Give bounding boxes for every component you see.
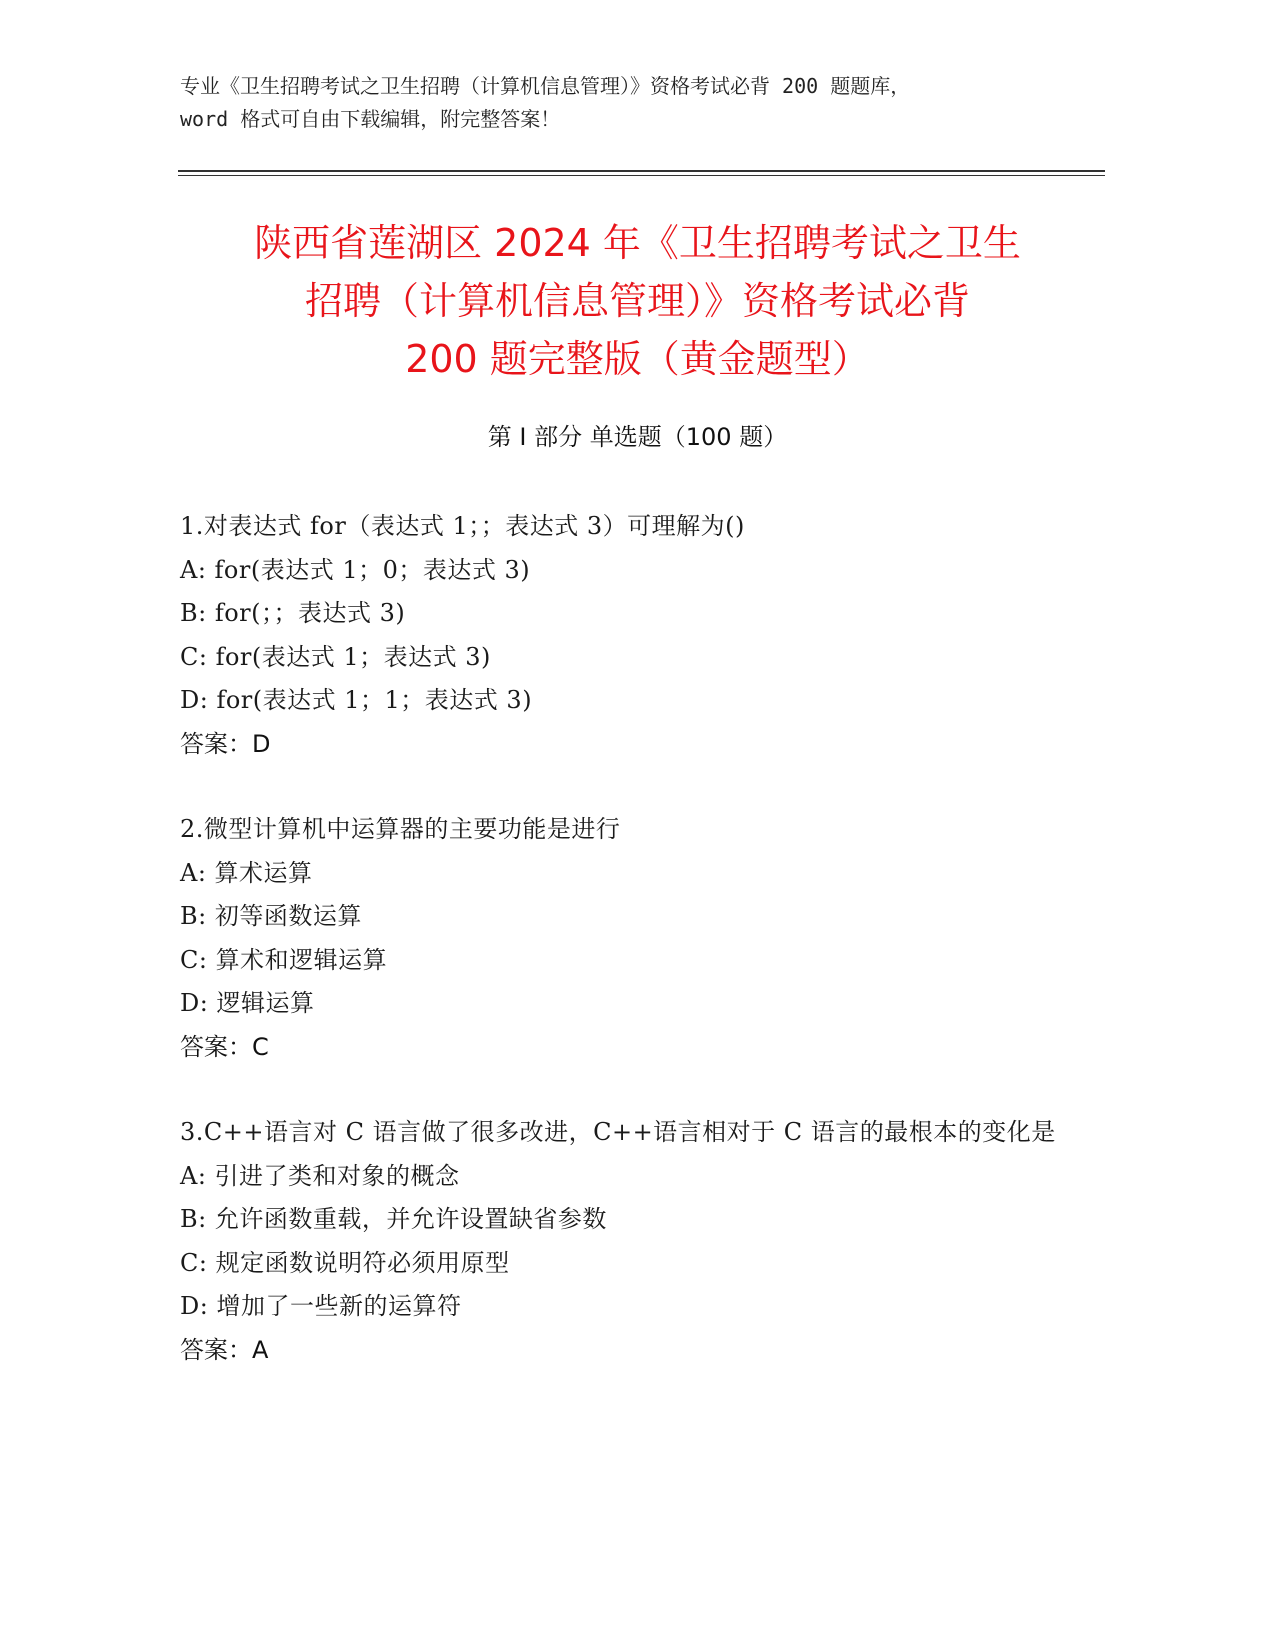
option-d: D: 逻辑运算 xyxy=(180,989,315,1017)
header-note-line-1: 专业《卫生招聘考试之卫生招聘（计算机信息管理）》资格考试必背 200 题题库， xyxy=(180,74,911,98)
option-b: B: 初等函数运算 xyxy=(180,902,362,930)
section-heading: 第 I 部分 单选题（100 题） xyxy=(487,423,788,451)
option-c: C: 规定函数说明符必须用原型 xyxy=(180,1248,510,1277)
question-2 xyxy=(180,808,1060,1069)
option-c: C: 算术和逻辑运算 xyxy=(180,945,388,974)
option-c: C: for(表达式 1；表达式 3) xyxy=(180,642,491,671)
header-divider-thin xyxy=(178,175,1105,176)
option-d: D: for(表达式 1；1；表达式 3) xyxy=(180,686,533,714)
header-divider-thick xyxy=(178,170,1105,172)
option-b: B: for(；；表达式 3) xyxy=(180,599,406,627)
option-b: B: 允许函数重载，并允许设置缺省参数 xyxy=(180,1205,607,1233)
header-note-line-2: word 格式可自由下载编辑，附完整答案！ xyxy=(180,107,561,131)
option-a: A: 引进了类和对象的概念 xyxy=(180,1161,460,1190)
document-title xyxy=(170,214,1105,388)
answer-line: 答案：D xyxy=(180,729,271,758)
option-a: A: for(表达式 1；0；表达式 3) xyxy=(180,555,531,584)
option-a: A: 算术运算 xyxy=(180,858,313,887)
question-stem: 2.微型计算机中运算器的主要功能是进行 xyxy=(180,815,621,843)
option-d: D: 增加了一些新的运算符 xyxy=(180,1292,462,1320)
question-stem: 3.C++语言对 C 语言做了很多改进，C++语言相对于 C 语言的最根本的变化是 xyxy=(180,1118,1056,1146)
question-3 xyxy=(180,1111,1060,1372)
answer-line: 答案：A xyxy=(180,1335,269,1364)
document-title-line-2: 招聘（计算机信息管理）》资格考试必背 xyxy=(304,279,970,323)
answer-line: 答案：C xyxy=(180,1032,269,1061)
question-1 xyxy=(180,505,1060,766)
document-title-line-1: 陕西省莲湖区 2024 年《卫生招聘考试之卫生 xyxy=(254,221,1021,265)
question-stem: 1.对表达式 for（表达式 1；；表达式 3）可理解为() xyxy=(180,512,745,540)
header-note xyxy=(180,70,1100,136)
question-list xyxy=(180,505,1060,1414)
document-title-line-3: 200 题完整版（黄金题型） xyxy=(405,337,870,381)
